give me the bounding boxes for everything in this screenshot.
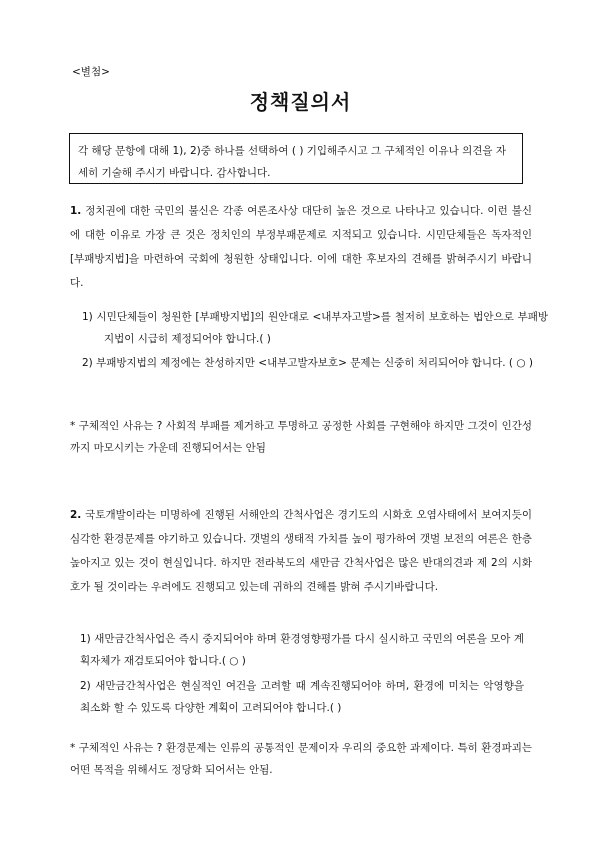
question-1 [70,199,532,295]
question-2-reason: * 구체적인 사유는 ? 환경문제는 인류의 공통적인 문제이자 우리의 중요한 과제이다. 특히 환경파괴는 어떤 목적을 위해서도 정당화 되어서는 안됨. [70,742,532,776]
attachment-label: <별첨> [72,66,110,78]
question-1-option-1: 1) 시민단체들이 청원한 [부패방지법]의 원안대로 <내부자고발>를 철저히 보호하는 법안으로 부패방지법이 시급히 제정되어야 합니다.( ) [82,311,548,345]
question-1-option-2: 2) 부패방지법의 제정에는 찬성하지만 <내부고발자보호> 문제는 신중히 처리되어야 합니다. ( ○ ) [82,357,533,369]
question-2-option-1: 1) 새만금간척사업은 즉시 중지되어야 하며 환경영향평가를 다시 실시하고 국민의 여론을 모아 계획자체가 재검토되어야 합니다.( ○ ) [80,633,524,667]
question-2 [70,503,532,599]
instruction-box: 각 해당 문항에 대해 1), 2)중 하나를 선택하여 ( ) 기입해주시고 그 구체적인 이유나 의견을 자세히 기술해 주시기 바랍니다. 감사합니다. [69,133,523,184]
question-1-reason: * 구체적인 사유는 ? 사회적 부패를 제거하고 투명하고 공정한 사회를 구현해야 하지만 그것이 인간성까지 마모시키는 가운데 진행되어서는 안됨 [70,420,532,454]
question-number: 1. [70,205,82,217]
question-text: 국토개발이라는 미명하에 진행된 서해안의 간척사업은 경기도의 시화호 오염사태에서 보여지듯이 심각한 환경문제를 야기하고 있습니다. 갯벌의 생태적 가치를 높이 평가하여 갯벌 보전의 여론은 한층 높아지고 있는 것이 현실입니다. 하지만 전라북도의 새만금 간척사업은 많은 반대의견과 제 2의 시화호가 될 것이라는 우려에도 진행되고 있는데 귀하의 견해를 밝혀 주시기바랍니다. [70,509,532,593]
question-text: 정치권에 대한 국민의 불신은 각종 여론조사상 대단히 높은 것으로 나타나고 있습니다. 이런 불신에 대한 이유로 가장 큰 것은 정치인의 부정부패문제로 지적되고 있습니다. 시민단체들은 독자적인 [부패방지법]을 마련하여 국회에 청원한 상태입니다. 이에 대한 후보자의 견해를 밝혀주시기 바랍니다. [70,205,532,289]
page-title: 정책질의서 [249,90,352,114]
question-number: 2. [70,509,82,521]
question-2-option-2: 2) 새만금간척사업은 현실적인 여건을 고려할 때 계속진행되어야 하며, 환경에 미치는 악영향을 최소화 할 수 있도록 다양한 계획이 고려되어야 합니다.( ) [80,680,524,714]
